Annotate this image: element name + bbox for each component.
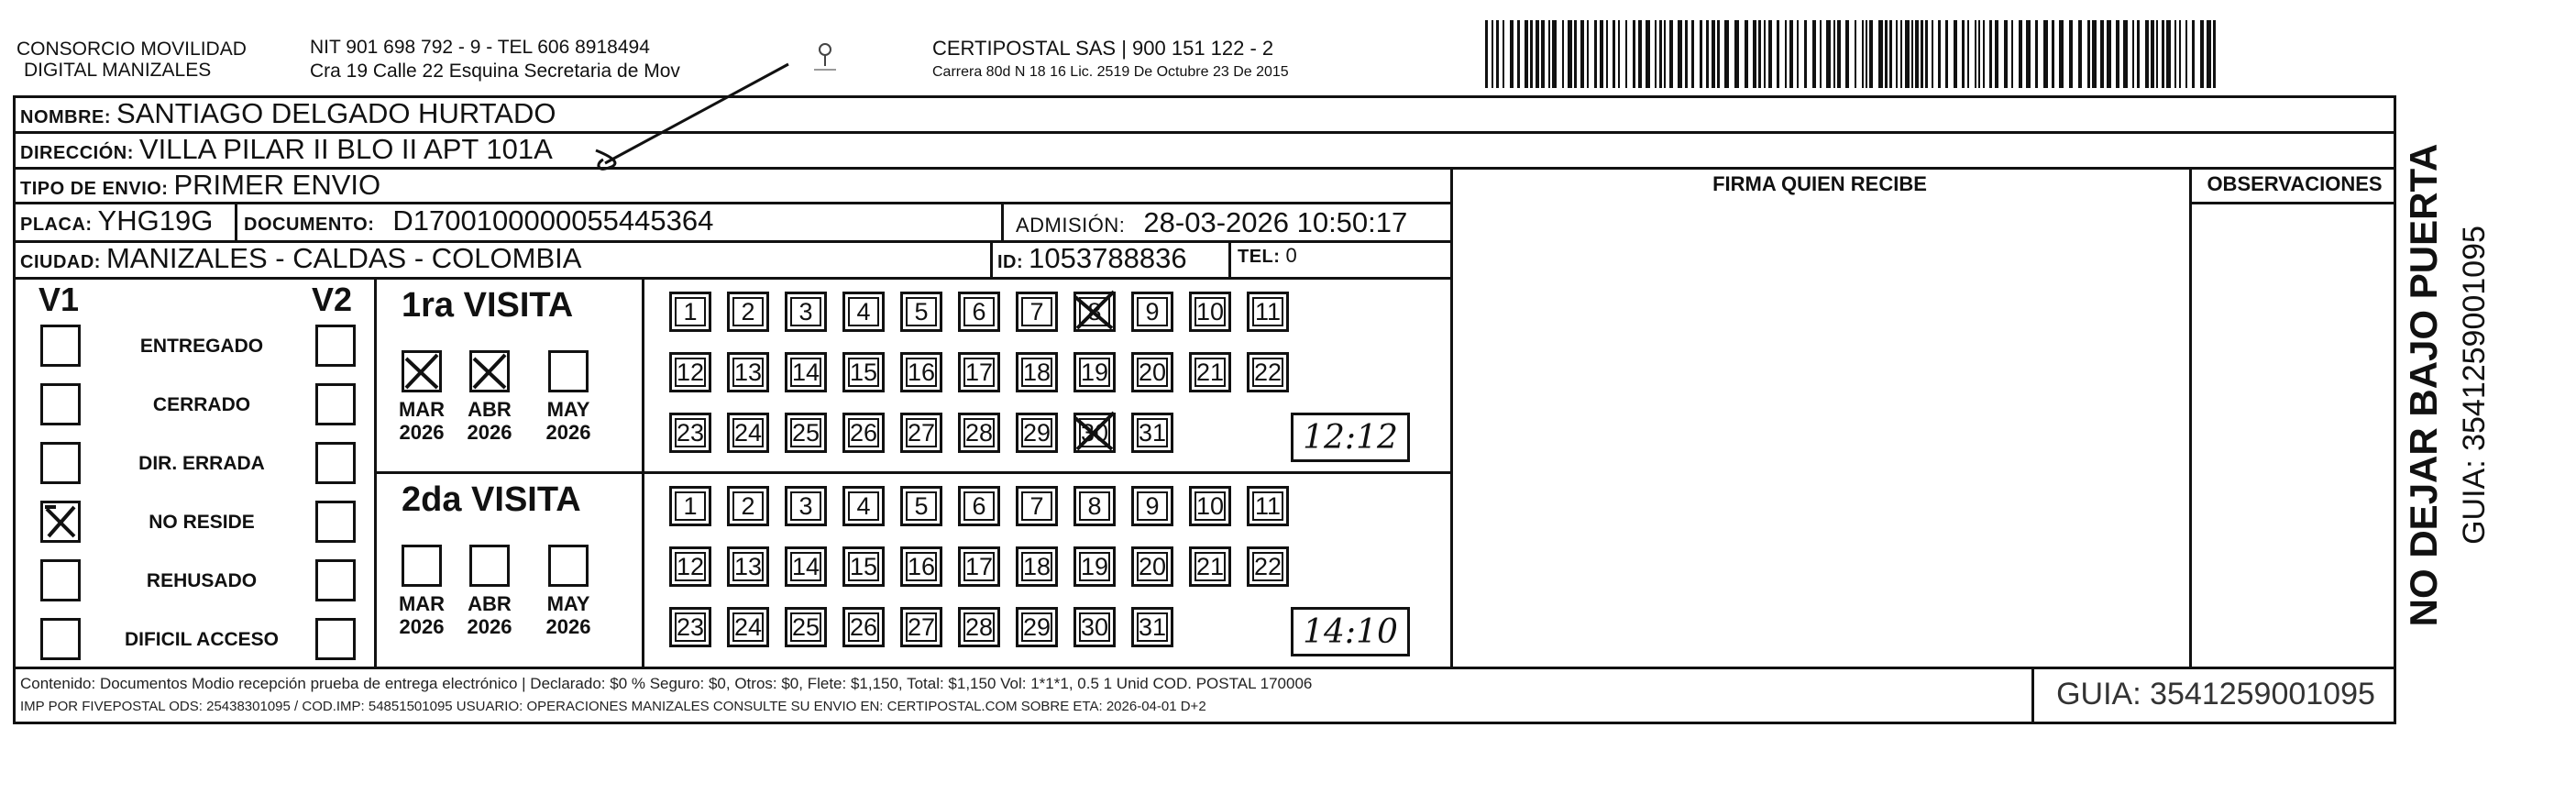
v1-checkbox[interactable] [40,618,81,660]
month-year: 2026 [545,421,591,444]
day-box[interactable]: 16 [900,546,942,587]
day-box[interactable]: 10 [1189,486,1231,526]
status-label: ENTREGADO [139,336,264,357]
nombre-row [20,97,556,130]
barcode-bar [2151,20,2154,88]
day-box[interactable]: 5 [900,292,942,332]
day-box[interactable]: 2 [727,486,769,526]
day-mark [1070,409,1119,455]
day-box[interactable]: 12 [669,352,711,392]
day-box[interactable]: 30 [1073,607,1116,647]
day-box[interactable]: 4 [842,486,885,526]
barcode-bar [1753,20,1756,88]
observaciones-label: OBSERVACIONES [2207,172,2383,195]
barcode-bar [1812,20,1816,88]
day-box[interactable]: 22 [1247,352,1289,392]
day-box[interactable]: 6 [958,486,1000,526]
barcode-bar [1646,20,1650,88]
barcode-bar [1804,20,1807,88]
direccion-row [20,133,553,166]
barcode-bar [2179,20,2181,88]
tel-value: 0 [1285,244,1297,267]
day-box[interactable]: 14 [785,352,827,392]
barcode-bar [1574,20,1577,88]
day-box[interactable]: 19 [1073,352,1116,392]
admision-cell [1016,206,1407,239]
barcode-bar [2185,20,2187,88]
day-box[interactable]: 8 [1073,486,1116,526]
barcode-bar [1552,20,1557,88]
barcode-bar [1905,20,1910,88]
barcode-bar [2059,20,2064,88]
barcode-bar [1594,20,1597,88]
barcode-bar [1485,20,1488,88]
barcode-bar [1745,20,1748,88]
barcode-bar [2092,20,2097,88]
barcode-bar [2043,20,2048,88]
day-box[interactable]: 1 [669,486,711,526]
day-box[interactable]: 3 [785,292,827,332]
barcode-bar [1866,20,1867,88]
month-label [392,592,451,638]
carrier-name: CERTIPOSTAL SAS | 900 151 122 - 2 [932,37,1274,60]
day-box[interactable]: 30 [1073,413,1116,453]
barcode-bar [2200,20,2204,88]
month-checkbox[interactable] [548,350,589,392]
barcode-bar [1734,20,1739,88]
day-box[interactable]: 17 [958,352,1000,392]
v1-label: V1 [39,281,80,318]
barcode-bar [1837,20,1841,88]
placa-value: YHG19G [97,204,214,237]
id-cell [997,242,1187,275]
barcode-bar [1862,20,1864,88]
v2-checkbox[interactable] [315,442,356,484]
day-box[interactable]: 18 [1016,352,1058,392]
admision-value: 28-03-2026 10:50:17 [1143,206,1408,238]
barcode-bar [1833,20,1835,88]
barcode-bar [1826,20,1831,88]
day-box[interactable]: 21 [1189,352,1231,392]
barcode-bar [1580,20,1584,88]
barcode-bar [1896,20,1898,88]
day-box[interactable]: 20 [1131,352,1173,392]
barcode-bar [1685,20,1688,88]
barcode-bar [1777,20,1779,88]
day-box[interactable]: 15 [842,352,885,392]
tipo-label: TIPO DE ENVIO: [20,179,169,199]
day-box[interactable]: 8 [1073,292,1116,332]
day-box[interactable]: 24 [727,413,769,453]
day-box[interactable]: 7 [1016,292,1058,332]
direccion-value: VILLA PILAR II BLO II APT 101A [138,133,553,165]
month-label [539,398,598,444]
no-dejar-warning: NO DEJAR BAJO PUERTA [2402,143,2445,627]
v2-checkbox[interactable] [315,325,356,367]
month-label [392,398,451,444]
barcode-bar [1789,20,1793,88]
day-box[interactable]: 28 [958,413,1000,453]
barcode-bar [1995,20,1998,88]
v1-checkbox[interactable] [40,501,81,543]
barcode-bar [1525,20,1528,88]
barcode-bar [2026,20,2031,88]
v1-checkbox[interactable] [40,559,81,601]
status-label: NO RESIDE [149,512,255,533]
day-box[interactable]: 25 [785,413,827,453]
barcode-bar [2116,20,2119,88]
day-box[interactable]: 6 [958,292,1000,332]
visit2-time[interactable]: 14:10 [1291,607,1410,656]
barcode-bar [1562,20,1564,88]
tel-label: TEL: [1238,247,1281,267]
month-label [460,592,519,638]
tipo-value: PRIMER ENVIO [173,169,381,201]
tipo-row [20,169,380,202]
barcode-bar [1869,20,1873,88]
month-name: MAY [546,398,590,421]
barcode-bar [1889,20,1892,88]
barcode-bar [2069,20,2073,88]
barcode-bar [1600,20,1603,88]
month-year: 2026 [399,615,445,638]
barcode-bar [1900,20,1902,88]
day-mark [1070,288,1119,334]
barcode-bar [1845,20,1849,88]
barcode-bar [1712,20,1715,88]
day-box[interactable]: 18 [1016,546,1058,587]
barcode-bar [2107,20,2111,88]
side-guia: GUIA: 3541259001095 [2457,226,2492,545]
day-box[interactable]: 1 [669,292,711,332]
month-year: 2026 [467,421,512,444]
month-name: MAR [398,398,446,421]
day-box[interactable]: 17 [958,546,1000,587]
observaciones-area[interactable] [2195,205,2393,660]
barcode-bar [1548,20,1550,88]
v2-checkbox[interactable] [315,618,356,660]
barcode-bar [2087,20,2090,88]
barcode-bar [1587,20,1589,88]
month-checkbox[interactable] [402,545,442,587]
status-label: CERRADO [152,394,251,415]
barcode [1485,20,2218,88]
barcode-bar [2004,20,2008,88]
month-checkbox[interactable] [402,350,442,392]
v2-label: V2 [312,281,353,318]
barcode-bar [1492,20,1493,88]
day-box[interactable]: 11 [1247,486,1289,526]
sender-nit: NIT 901 698 792 - 9 - TEL 606 8918494 [310,37,650,58]
month-checkbox[interactable] [548,545,589,587]
day-box[interactable]: 28 [958,607,1000,647]
day-box[interactable]: 31 [1131,413,1173,453]
barcode-bar [1568,20,1572,88]
documento-label: DOCUMENTO: [244,215,375,235]
month-checkbox[interactable] [469,545,510,587]
day-box[interactable]: 5 [900,486,942,526]
ciudad-cell [20,242,581,275]
firma-label: FIRMA QUIEN RECIBE [1712,172,1927,195]
placa-cell [20,204,213,237]
barcode-bar [1724,20,1729,88]
barcode-bar [1706,20,1709,88]
day-box[interactable]: 10 [1189,292,1231,332]
barcode-bar [1503,20,1504,88]
barcode-bar [1517,20,1520,88]
barcode-bar [1878,20,1883,88]
barcode-bar [2137,20,2140,88]
month-checkbox[interactable] [469,350,510,392]
direccion-label: DIRECCIÓN: [20,143,134,163]
barcode-bar [1758,20,1761,88]
month-name: MAY [546,592,590,615]
barcode-bar [1606,20,1608,88]
visit1-title: 1ra VISITA [402,286,574,325]
barcode-bar [2123,20,2128,88]
barcode-bar [1975,20,1976,88]
barcode-bar [1978,20,1980,88]
v2-checkbox[interactable] [315,559,356,601]
barcode-bar [1938,20,1941,88]
barcode-bar [1785,20,1787,88]
day-box[interactable]: 16 [900,352,942,392]
barcode-bar [2052,20,2054,88]
barcode-bar [2207,20,2211,88]
day-box[interactable]: 27 [900,413,942,453]
day-box[interactable]: 19 [1073,546,1116,587]
barcode-bar [1613,20,1615,88]
barcode-bar [1768,20,1772,88]
barcode-bar [2078,20,2082,88]
barcode-bar [1691,20,1694,88]
day-box[interactable]: 24 [727,607,769,647]
id-value: 1053788836 [1029,242,1187,274]
day-box[interactable]: 31 [1131,607,1173,647]
day-box[interactable]: 15 [842,546,885,587]
barcode-bar [1925,20,1928,88]
footer-line2: IMP POR FIVEPOSTAL ODS: 25438301095 / COD.IMP: 54851501095 USUARIO: OPERACIONES MANIZALES CONSULTE SU ENVIO EN: CERTIPOSTAL.COM SOBRE ETA: 2026-04-01 D+2 [20,699,1206,714]
barcode-bar [1954,20,1957,88]
barcode-bar [1855,20,1856,88]
barcode-bar [1655,20,1657,88]
day-box[interactable]: 21 [1189,546,1231,587]
barcode-bar [1962,20,1965,88]
day-box[interactable]: 20 [1131,546,1173,587]
barcode-bar [2213,20,2216,88]
barcode-bar [1820,20,1822,88]
barcode-bar [2166,20,2171,88]
barcode-bar [1764,20,1766,88]
v1-checkbox[interactable] [40,325,81,367]
day-box[interactable]: 13 [727,352,769,392]
barcode-bar [1932,20,1933,88]
day-box[interactable]: 22 [1247,546,1289,587]
barcode-bar [2019,20,2022,88]
barcode-bar [1797,20,1799,88]
v1-checkbox[interactable] [40,442,81,484]
day-box[interactable]: 27 [900,607,942,647]
barcode-bar [1625,20,1627,88]
company-line2: DIGITAL MANIZALES [24,60,212,81]
status-label: REHUSADO [146,570,258,591]
barcode-bar [2162,20,2164,88]
tel-cell [1238,244,1297,268]
barcode-bar [1911,20,1913,88]
barcode-bar [2132,20,2134,88]
barcode-bar [1633,20,1635,88]
v2-checkbox[interactable] [315,501,356,543]
day-box[interactable]: 13 [727,546,769,587]
status-label: DIFICIL ACCESO [124,629,279,650]
day-box[interactable]: 9 [1131,292,1173,332]
barcode-bar [1536,20,1539,88]
barcode-bar [1921,20,1923,88]
ciudad-value: MANIZALES - CALDAS - COLOMBIA [105,242,582,274]
barcode-bar [1618,20,1620,88]
barcode-bar [2035,20,2038,88]
nombre-value: SANTIAGO DELGADO HURTADO [116,97,556,129]
sender-address: Cra 19 Calle 22 Esquina Secretaria de Mov [310,61,680,82]
admision-label: ADMISIÓN: [1016,214,1126,237]
day-box[interactable]: 4 [842,292,885,332]
barcode-bar [1945,20,1948,88]
visit2-title: 2da VISITA [402,480,581,519]
barcode-bar [1989,20,1992,88]
barcode-bar [1967,20,1969,88]
visit1-time[interactable]: 12:12 [1291,413,1410,462]
barcode-bar [1530,20,1533,88]
day-box[interactable]: 3 [785,486,827,526]
month-year: 2026 [467,615,512,638]
month-name: MAR [398,592,446,615]
month-year: 2026 [399,421,445,444]
barcode-bar [2011,20,2013,88]
day-box[interactable]: 12 [669,546,711,587]
barcode-bar [2145,20,2149,88]
day-box[interactable]: 23 [669,607,711,647]
barcode-bar [2100,20,2104,88]
day-box[interactable]: 29 [1016,607,1058,647]
placa-label: PLACA: [20,215,93,235]
day-box[interactable]: 23 [669,413,711,453]
v2-checkbox[interactable] [315,383,356,425]
company-line1: CONSORCIO MOVILIDAD [17,39,247,60]
barcode-bar [1915,20,1919,88]
carrier-address: Carrera 80d N 18 16 Lic. 2519 De Octubre 23 De 2015 [932,64,1289,80]
barcode-bar [1664,20,1666,88]
month-name: ABR [468,592,512,615]
day-box[interactable]: 14 [785,546,827,587]
footer-guia: GUIA: 3541259001095 [2056,677,2375,711]
barcode-bar [1496,20,1499,88]
day-box[interactable]: 2 [727,292,769,332]
footer-line1: Contenido: Documentos Modio recepción prueba de entrega electrónico | Declarado: $0 % Seguro: $0, Otros: $0, Flete: $1,150, Total: $1,150 Vol: 1*1*1, 0.5 1 Unid COD. POSTAL 170006 [20,675,1313,692]
signature-area[interactable] [1458,205,2182,660]
documento-cell [244,204,713,237]
day-box[interactable]: 7 [1016,486,1058,526]
barcode-bar [1669,20,1673,88]
day-box[interactable]: 26 [842,413,885,453]
day-box[interactable]: 29 [1016,413,1058,453]
month-year: 2026 [545,615,591,638]
barcode-bar [2174,20,2176,88]
barcode-bar [1700,20,1702,88]
barcode-bar [1885,20,1888,88]
day-box[interactable]: 26 [842,607,885,647]
day-box[interactable]: 25 [785,607,827,647]
barcode-bar [1659,20,1662,88]
documento-value: D1700100000055445364 [392,204,714,237]
day-box[interactable]: 11 [1247,292,1289,332]
barcode-bar [1510,20,1514,88]
barcode-bar [1678,20,1682,88]
barcode-bar [2192,20,2195,88]
nombre-label: NOMBRE: [20,107,112,127]
barcode-bar [2156,20,2158,88]
day-box[interactable]: 9 [1131,486,1173,526]
month-name: ABR [468,398,512,421]
ciudad-label: CIUDAD: [20,252,101,272]
month-label [539,592,598,638]
month-label [460,398,519,444]
barcode-bar [1638,20,1642,88]
barcode-bar [1541,20,1545,88]
barcode-bar [1717,20,1720,88]
status-label: DIR. ERRADA [138,453,265,474]
v1-checkbox[interactable] [40,383,81,425]
barcode-bar [1983,20,1985,88]
id-label: ID: [997,252,1024,272]
